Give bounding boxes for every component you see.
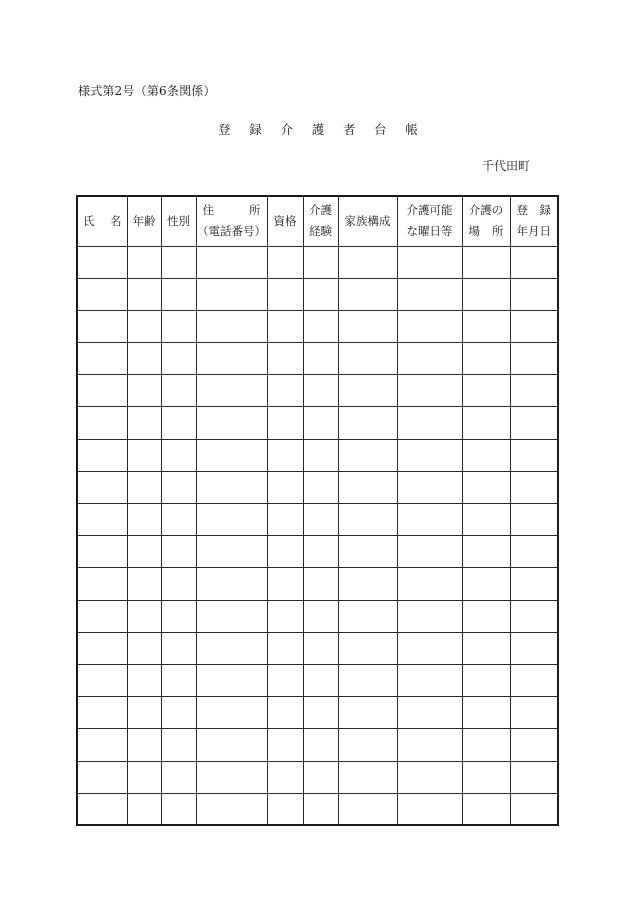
- cell-registration-date: [510, 246, 558, 278]
- cell-care-experience: [303, 664, 338, 696]
- table-row: [77, 471, 558, 503]
- cell-gender: [161, 343, 196, 375]
- header-available-days: 介護可能 な曜日等: [397, 196, 462, 246]
- cell-family: [338, 407, 397, 439]
- cell-gender: [161, 761, 196, 793]
- cell-qualification: [267, 568, 303, 600]
- cell-family: [338, 793, 397, 825]
- cell-care-experience: [303, 600, 338, 632]
- cell-qualification: [267, 246, 303, 278]
- cell-address: [196, 793, 267, 825]
- table-row: [77, 343, 558, 375]
- cell-care-place: [462, 793, 510, 825]
- cell-address: [196, 536, 267, 568]
- header-address: 住 所 （電話番号）: [196, 196, 267, 246]
- cell-age: [127, 568, 161, 600]
- table-row: [77, 310, 558, 342]
- header-care-place: 介護の 場 所: [462, 196, 510, 246]
- cell-registration-date: [510, 632, 558, 664]
- cell-qualification: [267, 697, 303, 729]
- cell-registration-date: [510, 439, 558, 471]
- cell-care-place: [462, 761, 510, 793]
- header-name: 氏 名: [77, 196, 127, 246]
- title-char: 登: [218, 122, 231, 137]
- cell-gender: [161, 793, 196, 825]
- cell-family: [338, 343, 397, 375]
- cell-name: [77, 407, 127, 439]
- cell-qualification: [267, 793, 303, 825]
- cell-available-days: [397, 600, 462, 632]
- caregiver-register-table: [76, 195, 559, 826]
- register-body: [77, 246, 558, 825]
- cell-care-place: [462, 600, 510, 632]
- cell-address: [196, 278, 267, 310]
- cell-care-experience: [303, 697, 338, 729]
- cell-care-place: [462, 278, 510, 310]
- cell-available-days: [397, 697, 462, 729]
- cell-care-experience: [303, 407, 338, 439]
- cell-available-days: [397, 246, 462, 278]
- cell-name: [77, 343, 127, 375]
- cell-gender: [161, 407, 196, 439]
- header-registration-date: 登 録 年月日: [510, 196, 558, 246]
- cell-age: [127, 407, 161, 439]
- cell-care-place: [462, 375, 510, 407]
- cell-care-place: [462, 504, 510, 536]
- cell-family: [338, 729, 397, 761]
- cell-available-days: [397, 278, 462, 310]
- cell-registration-date: [510, 407, 558, 439]
- title-char: 護: [311, 122, 325, 137]
- header-age: 年齢: [127, 196, 161, 246]
- header-care-experience: 介護 経験: [303, 196, 338, 246]
- title-char: 帳: [405, 122, 418, 137]
- cell-care-experience: [303, 471, 338, 503]
- cell-name: [77, 761, 127, 793]
- cell-care-place: [462, 536, 510, 568]
- table-row: [77, 246, 558, 278]
- cell-care-experience: [303, 375, 338, 407]
- cell-address: [196, 407, 267, 439]
- cell-available-days: [397, 568, 462, 600]
- header-qualification: 資格: [267, 196, 303, 246]
- cell-care-place: [462, 439, 510, 471]
- cell-qualification: [267, 375, 303, 407]
- cell-registration-date: [510, 600, 558, 632]
- cell-gender: [161, 600, 196, 632]
- cell-family: [338, 568, 397, 600]
- cell-family: [338, 664, 397, 696]
- cell-address: [196, 568, 267, 600]
- cell-registration-date: [510, 343, 558, 375]
- cell-age: [127, 761, 161, 793]
- table-row: [77, 536, 558, 568]
- cell-name: [77, 504, 127, 536]
- cell-qualification: [267, 407, 303, 439]
- cell-registration-date: [510, 664, 558, 696]
- cell-age: [127, 246, 161, 278]
- cell-registration-date: [510, 310, 558, 342]
- cell-registration-date: [510, 729, 558, 761]
- cell-care-place: [462, 568, 510, 600]
- cell-registration-date: [510, 761, 558, 793]
- cell-family: [338, 697, 397, 729]
- cell-care-place: [462, 471, 510, 503]
- table-row: [77, 375, 558, 407]
- cell-gender: [161, 632, 196, 664]
- cell-family: [338, 600, 397, 632]
- cell-name: [77, 697, 127, 729]
- cell-available-days: [397, 343, 462, 375]
- cell-age: [127, 536, 161, 568]
- cell-gender: [161, 278, 196, 310]
- table-row: [77, 697, 558, 729]
- header-gender: 性別: [161, 196, 196, 246]
- cell-gender: [161, 664, 196, 696]
- cell-gender: [161, 471, 196, 503]
- cell-qualification: [267, 600, 303, 632]
- cell-available-days: [397, 536, 462, 568]
- cell-registration-date: [510, 697, 558, 729]
- cell-name: [77, 439, 127, 471]
- cell-family: [338, 471, 397, 503]
- cell-care-experience: [303, 761, 338, 793]
- cell-address: [196, 600, 267, 632]
- cell-age: [127, 310, 161, 342]
- cell-age: [127, 471, 161, 503]
- cell-family: [338, 439, 397, 471]
- cell-care-experience: [303, 793, 338, 825]
- cell-qualification: [267, 278, 303, 310]
- cell-care-place: [462, 664, 510, 696]
- cell-name: [77, 375, 127, 407]
- cell-qualification: [267, 504, 303, 536]
- cell-available-days: [397, 729, 462, 761]
- cell-age: [127, 600, 161, 632]
- cell-gender: [161, 246, 196, 278]
- cell-available-days: [397, 632, 462, 664]
- cell-registration-date: [510, 504, 558, 536]
- title-char: 台: [374, 122, 387, 137]
- cell-care-experience: [303, 729, 338, 761]
- cell-name: [77, 568, 127, 600]
- cell-available-days: [397, 407, 462, 439]
- cell-age: [127, 793, 161, 825]
- cell-name: [77, 600, 127, 632]
- cell-gender: [161, 504, 196, 536]
- table-row: [77, 793, 558, 825]
- cell-name: [77, 632, 127, 664]
- cell-address: [196, 729, 267, 761]
- form-number: 様式第2号（第6条関係）: [78, 84, 216, 98]
- cell-name: [77, 793, 127, 825]
- cell-registration-date: [510, 278, 558, 310]
- cell-care-experience: [303, 343, 338, 375]
- cell-age: [127, 697, 161, 729]
- cell-address: [196, 246, 267, 278]
- cell-age: [127, 632, 161, 664]
- cell-address: [196, 664, 267, 696]
- cell-family: [338, 246, 397, 278]
- cell-qualification: [267, 439, 303, 471]
- cell-care-place: [462, 632, 510, 664]
- cell-qualification: [267, 343, 303, 375]
- cell-family: [338, 375, 397, 407]
- cell-age: [127, 375, 161, 407]
- cell-available-days: [397, 471, 462, 503]
- cell-care-place: [462, 697, 510, 729]
- cell-name: [77, 536, 127, 568]
- cell-care-place: [462, 407, 510, 439]
- cell-age: [127, 343, 161, 375]
- cell-qualification: [267, 632, 303, 664]
- cell-qualification: [267, 664, 303, 696]
- cell-care-place: [462, 246, 510, 278]
- cell-available-days: [397, 504, 462, 536]
- cell-family: [338, 761, 397, 793]
- cell-age: [127, 504, 161, 536]
- cell-qualification: [267, 536, 303, 568]
- cell-qualification: [267, 761, 303, 793]
- cell-care-experience: [303, 246, 338, 278]
- cell-family: [338, 278, 397, 310]
- cell-address: [196, 761, 267, 793]
- cell-age: [127, 278, 161, 310]
- cell-available-days: [397, 664, 462, 696]
- cell-qualification: [267, 729, 303, 761]
- cell-available-days: [397, 310, 462, 342]
- cell-care-experience: [303, 439, 338, 471]
- cell-registration-date: [510, 471, 558, 503]
- cell-age: [127, 439, 161, 471]
- cell-family: [338, 310, 397, 342]
- cell-address: [196, 504, 267, 536]
- table-row: [77, 504, 558, 536]
- cell-gender: [161, 375, 196, 407]
- cell-available-days: [397, 375, 462, 407]
- table-row: [77, 439, 558, 471]
- cell-gender: [161, 568, 196, 600]
- cell-name: [77, 729, 127, 761]
- table-row: [77, 632, 558, 664]
- cell-name: [77, 278, 127, 310]
- cell-name: [77, 664, 127, 696]
- table-row: [77, 568, 558, 600]
- title-char: 録: [249, 122, 262, 137]
- title-char: 者: [342, 122, 356, 137]
- cell-gender: [161, 310, 196, 342]
- cell-family: [338, 504, 397, 536]
- cell-gender: [161, 729, 196, 761]
- header-row: [77, 196, 558, 246]
- cell-care-experience: [303, 504, 338, 536]
- cell-care-place: [462, 343, 510, 375]
- cell-available-days: [397, 793, 462, 825]
- cell-family: [338, 536, 397, 568]
- cell-care-experience: [303, 536, 338, 568]
- table-row: [77, 664, 558, 696]
- cell-registration-date: [510, 793, 558, 825]
- municipality-name: 千代田町: [482, 159, 531, 173]
- cell-gender: [161, 697, 196, 729]
- cell-address: [196, 375, 267, 407]
- cell-care-place: [462, 729, 510, 761]
- cell-age: [127, 664, 161, 696]
- title-char: 介: [280, 122, 293, 137]
- cell-name: [77, 246, 127, 278]
- table-row: [77, 761, 558, 793]
- cell-address: [196, 310, 267, 342]
- cell-name: [77, 310, 127, 342]
- cell-address: [196, 439, 267, 471]
- cell-age: [127, 729, 161, 761]
- cell-address: [196, 697, 267, 729]
- cell-name: [77, 471, 127, 503]
- cell-qualification: [267, 310, 303, 342]
- cell-care-experience: [303, 278, 338, 310]
- cell-registration-date: [510, 375, 558, 407]
- cell-available-days: [397, 761, 462, 793]
- cell-gender: [161, 439, 196, 471]
- header-family: 家族構成: [338, 196, 397, 246]
- cell-family: [338, 632, 397, 664]
- cell-address: [196, 471, 267, 503]
- cell-address: [196, 343, 267, 375]
- table-row: [77, 729, 558, 761]
- document-title: [218, 120, 418, 138]
- cell-care-experience: [303, 310, 338, 342]
- cell-qualification: [267, 471, 303, 503]
- cell-care-place: [462, 310, 510, 342]
- cell-address: [196, 632, 267, 664]
- cell-care-experience: [303, 568, 338, 600]
- table-row: [77, 278, 558, 310]
- cell-registration-date: [510, 536, 558, 568]
- cell-registration-date: [510, 568, 558, 600]
- table-row: [77, 600, 558, 632]
- cell-care-experience: [303, 632, 338, 664]
- table-row: [77, 407, 558, 439]
- cell-available-days: [397, 439, 462, 471]
- cell-gender: [161, 536, 196, 568]
